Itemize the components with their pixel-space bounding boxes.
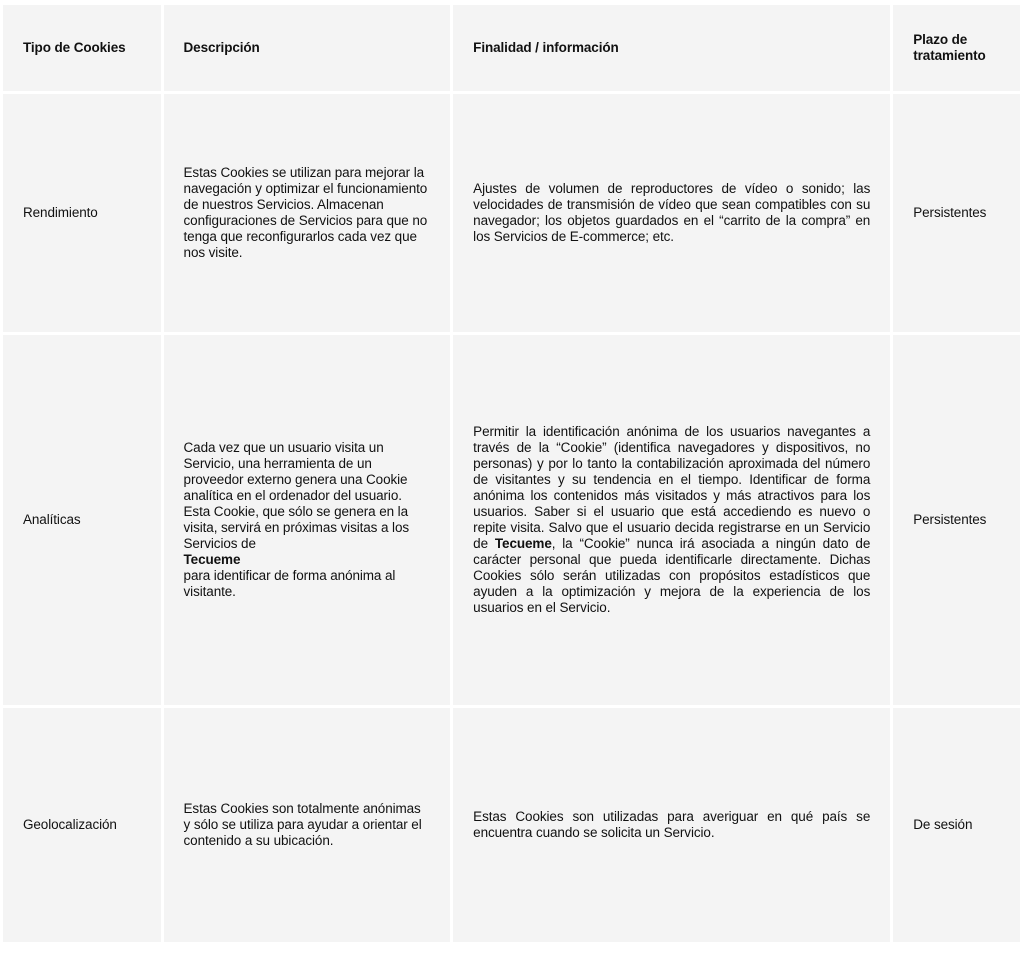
cookie-type: Analíticas xyxy=(3,335,161,705)
purpose-text: Permitir la identificación anónima de los usuarios navegantes a través de la “Cookie” (identifica navegadores y dispositivos, no personas) y por lo tanto la contabilización aproximada del número de visitantes y su tendencia en el tiempo. Identificar de forma anónima los contenidos más visitados y más atractivos para los usuarios. Saber si el usuario que está accediendo es nuevo o repite visita. Salvo que el usuario decida registrarse en un Servicio de xyxy=(473,424,871,551)
cookie-purpose xyxy=(453,335,890,705)
brand-name: Tecueme xyxy=(183,552,241,567)
description-text: Cada vez que un usuario visita un Servicio, una herramienta de un proveedor externo genera una Cookie analítica en el ordenador del usuario. Esta Cookie, que sólo se genera en la visita, servirá en próximas visitas a los Servicios de xyxy=(183,440,410,551)
purpose-text: , la “Cookie” nunca irá asociada a ningún dato de carácter personal que pueda identificarle directamente. Dichas Cookies sólo serán utilizadas con propósitos estadísticos que ayuden a la optimización y mejora de la experiencia de los usuarios en el Servicio. xyxy=(473,536,871,615)
description-text: para identificar de forma anónima al visitante. xyxy=(183,568,396,599)
header-finalidad: Finalidad / información xyxy=(453,5,890,91)
cookie-duration: Persistentes xyxy=(893,94,1020,332)
header-descripcion: Descripción xyxy=(164,5,451,91)
table-row xyxy=(3,708,1020,942)
cookie-type: Geolocalización xyxy=(3,708,161,942)
header-plazo: Plazo de tratamiento xyxy=(893,5,1020,91)
table-row xyxy=(3,335,1020,705)
cookie-duration: De sesión xyxy=(893,708,1020,942)
cookie-purpose: Estas Cookies son utilizadas para averiguar en qué país se encuentra cuando se solicita un Servicio. xyxy=(453,708,890,942)
cookie-description: Estas Cookies son totalmente anónimas y sólo se utiliza para ayudar a orientar el contenido a su ubicación. xyxy=(164,708,451,942)
cookie-description: Estas Cookies se utilizan para mejorar la navegación y optimizar el funcionamiento de nuestros Servicios. Almacenan configuraciones de Servicios para que no tenga que reconfigurarlos cada vez que nos visite. xyxy=(164,94,451,332)
cookie-duration: Persistentes xyxy=(893,335,1020,705)
table-header-row xyxy=(3,5,1020,91)
brand-name: Tecueme xyxy=(494,536,552,551)
cookie-description xyxy=(164,335,451,705)
cookie-purpose: Ajustes de volumen de reproductores de vídeo o sonido; las velocidades de transmisión de vídeo que sean compatibles con su navegador; los objetos guardados en el “carrito de la compra” en los Servicios de E-commerce; etc. xyxy=(453,94,890,332)
cookie-type: Rendimiento xyxy=(3,94,161,332)
cookies-table xyxy=(0,2,1023,945)
header-tipo: Tipo de Cookies xyxy=(3,5,161,91)
table-row xyxy=(3,94,1020,332)
